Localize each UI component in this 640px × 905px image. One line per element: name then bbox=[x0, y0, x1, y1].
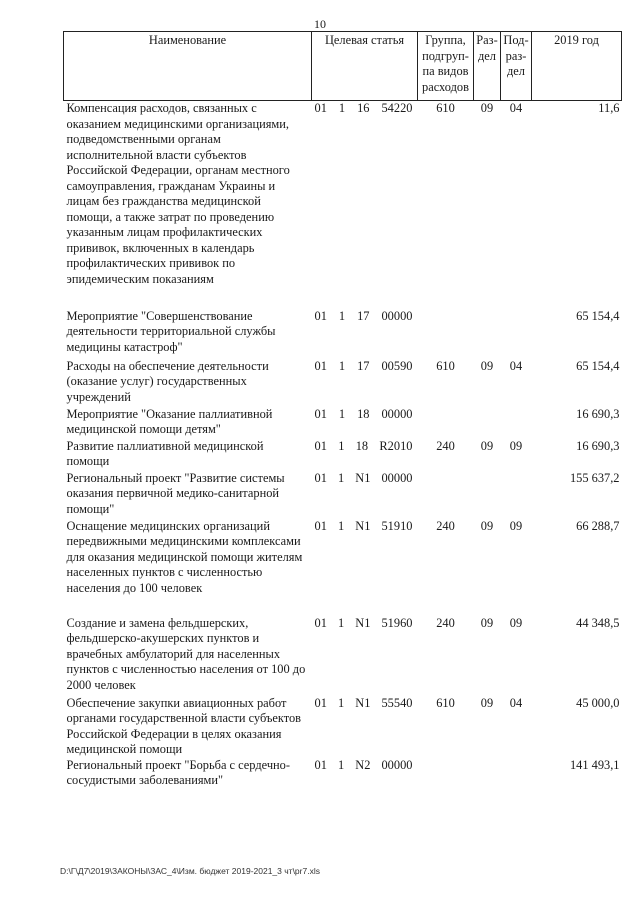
target-code-part: 01 bbox=[314, 358, 327, 373]
target-code-part: N1 bbox=[355, 518, 371, 533]
row-target-code bbox=[312, 407, 418, 439]
col-target: Целевая статья bbox=[312, 32, 418, 101]
target-code-part: 00000 bbox=[381, 308, 413, 323]
row-amount: 16 690,3 bbox=[576, 406, 620, 421]
row-group: 610 bbox=[436, 358, 455, 373]
target-code-part: 1 bbox=[338, 101, 346, 115]
target-code-part: 18 bbox=[355, 438, 369, 453]
row-subsection: 04 bbox=[509, 358, 523, 373]
row-subsection bbox=[501, 758, 532, 798]
table-row bbox=[64, 696, 622, 758]
row-name: Мероприятие "Оказание паллиативной медицинской помощи детям" bbox=[66, 406, 273, 436]
row-section: 09 bbox=[480, 615, 494, 630]
row-subsection: 09 bbox=[509, 518, 523, 533]
target-code-part: 00590 bbox=[381, 358, 413, 373]
target-code-part: 1 bbox=[338, 438, 345, 453]
target-code-part: 01 bbox=[314, 757, 327, 772]
table-row bbox=[64, 407, 622, 439]
row-name: Мероприятие "Совершенствование деятельности территориальной службы медицины катастроф" bbox=[66, 308, 276, 354]
row-section: 09 bbox=[480, 438, 494, 453]
target-code-part: 54220 bbox=[381, 101, 413, 115]
table-row bbox=[64, 309, 622, 359]
row-amount: 16 690,3 bbox=[576, 438, 620, 453]
target-code-part: 1 bbox=[338, 308, 346, 323]
row-subsection: 09 bbox=[509, 615, 523, 630]
table-row bbox=[64, 439, 622, 471]
row-section: 09 bbox=[480, 695, 494, 710]
target-code-part: 00000 bbox=[381, 406, 413, 421]
target-code-part: 51960 bbox=[381, 615, 413, 630]
row-group: 240 bbox=[436, 615, 455, 630]
budget-table bbox=[63, 31, 622, 798]
row-subsection bbox=[501, 309, 532, 359]
row-target-code bbox=[312, 439, 418, 471]
target-code-part: 01 bbox=[314, 438, 327, 453]
col-year: 2019 год bbox=[532, 32, 622, 101]
target-code-part: 1 bbox=[338, 358, 346, 373]
row-target-code bbox=[312, 359, 418, 407]
row-group bbox=[418, 471, 474, 519]
col-group: Группа, подгруп-па видов расходов bbox=[418, 32, 474, 101]
target-code-part: 01 bbox=[314, 101, 327, 115]
row-name: Оснащение медицинских организаций передвижными медицинскими комплексами для оказания медицинской помощи жителям населенных пунктов с численностью населения до 100 человек bbox=[66, 518, 303, 595]
target-code-part: 55540 bbox=[381, 695, 413, 710]
row-target-code bbox=[312, 758, 418, 798]
row-amount: 65 154,4 bbox=[576, 308, 620, 323]
col-name: Наименование bbox=[64, 32, 312, 101]
target-code-part: 1 bbox=[337, 615, 345, 630]
row-target-code bbox=[312, 101, 418, 309]
row-subsection: 04 bbox=[509, 101, 523, 115]
target-code-part: N1 bbox=[355, 470, 371, 485]
row-group: 610 bbox=[436, 695, 455, 710]
row-subsection bbox=[501, 407, 532, 439]
row-group: 240 bbox=[436, 518, 455, 533]
table-row bbox=[64, 471, 622, 519]
target-code-part: 16 bbox=[357, 101, 370, 115]
target-code-part: 17 bbox=[357, 308, 370, 323]
row-amount: 66 288,7 bbox=[576, 518, 620, 533]
target-code-part: 01 bbox=[314, 406, 327, 421]
row-name: Компенсация расходов, связанных с оказанием медицинскими организациями, подведомственными органам исполнительной власти субъектов Российской Федерации, органам местного самоуправления, гражданам Украины и лицам без гражданства медицинской помощи, а также затрат по проведению указанным лицам профилактических прививок, включенных в календарь профилактических прививок по эпидемическим показаниям bbox=[66, 101, 290, 286]
row-amount: 44 348,5 bbox=[576, 615, 620, 630]
col-section: Раз-дел bbox=[474, 32, 501, 101]
target-code-part: N2 bbox=[355, 757, 371, 772]
target-code-part: 1 bbox=[337, 757, 345, 772]
target-code-part: 51910 bbox=[381, 518, 413, 533]
row-name: Создание и замена фельдшерских, фельдшерско-акушерских пунктов и врачебных амбулаторий для населенных пунктов с численностью населения от 100 до 2000 человек bbox=[66, 615, 306, 692]
target-code-part: 1 bbox=[338, 406, 346, 421]
row-group: 610 bbox=[436, 101, 455, 115]
target-code-part: R2010 bbox=[379, 438, 413, 453]
table-row bbox=[64, 616, 622, 696]
row-amount: 141 493,1 bbox=[569, 757, 620, 772]
target-code-part: 01 bbox=[314, 470, 327, 485]
row-amount: 45 000,0 bbox=[576, 695, 620, 710]
target-code-part: 01 bbox=[314, 308, 327, 323]
row-group: 240 bbox=[436, 438, 455, 453]
row-subsection bbox=[501, 471, 532, 519]
target-code-part: 00000 bbox=[381, 757, 413, 772]
row-section bbox=[474, 471, 501, 519]
target-code-part: 1 bbox=[337, 695, 345, 710]
row-target-code bbox=[312, 471, 418, 519]
table-row bbox=[64, 101, 622, 309]
page-number: 10 bbox=[314, 17, 326, 31]
row-group bbox=[418, 758, 474, 798]
target-code-part: 17 bbox=[357, 358, 370, 373]
table-row bbox=[64, 758, 622, 798]
target-code-part: 01 bbox=[314, 695, 327, 710]
file-path-footer: D:\Г\Д7\2019\ЗАКОНЫ\ЗАС_4\Изм. бюджет 2019-2021_3 чт\pr7.xls bbox=[60, 866, 320, 876]
row-name: Обеспечение закупки авиационных работ органами государственной власти субъектов Российской Федерации в целях оказания медицинской помощи bbox=[66, 695, 302, 756]
target-code-part: 1 bbox=[337, 518, 345, 533]
target-code-part: 01 bbox=[314, 615, 327, 630]
row-name: Региональный проект "Борьба с сердечно-сосудистыми заболеваниями" bbox=[66, 757, 291, 787]
target-code-part: 18 bbox=[357, 406, 370, 421]
row-subsection: 04 bbox=[509, 695, 523, 710]
row-subsection: 09 bbox=[509, 438, 523, 453]
row-target-code bbox=[312, 309, 418, 359]
target-code-part: N1 bbox=[355, 615, 371, 630]
row-amount: 11,6 bbox=[598, 101, 620, 115]
table-row bbox=[64, 519, 622, 616]
row-section: 09 bbox=[480, 518, 494, 533]
table-row bbox=[64, 359, 622, 407]
row-section: 09 bbox=[480, 358, 494, 373]
row-name: Развитие паллиативной медицинской помощи bbox=[66, 438, 264, 468]
target-code-part: N1 bbox=[355, 695, 371, 710]
target-code-part: 01 bbox=[314, 518, 327, 533]
row-target-code bbox=[312, 696, 418, 758]
header-row bbox=[64, 32, 622, 101]
row-name: Региональный проект "Развитие системы оказания первичной медико-санитарной помощи" bbox=[66, 470, 285, 516]
row-target-code bbox=[312, 616, 418, 696]
row-amount: 155 637,2 bbox=[569, 470, 620, 485]
row-section bbox=[474, 758, 501, 798]
row-amount: 65 154,4 bbox=[576, 358, 620, 373]
row-group bbox=[418, 309, 474, 359]
row-section bbox=[474, 309, 501, 359]
row-target-code bbox=[312, 519, 418, 616]
col-subsection: Под-раз-дел bbox=[501, 32, 532, 101]
row-group bbox=[418, 407, 474, 439]
target-code-part: 00000 bbox=[381, 470, 413, 485]
row-section bbox=[474, 407, 501, 439]
target-code-part: 1 bbox=[337, 470, 345, 485]
row-name: Расходы на обеспечение деятельности (оказание услуг) государственных учреждений bbox=[66, 358, 269, 404]
row-section: 09 bbox=[480, 101, 494, 115]
